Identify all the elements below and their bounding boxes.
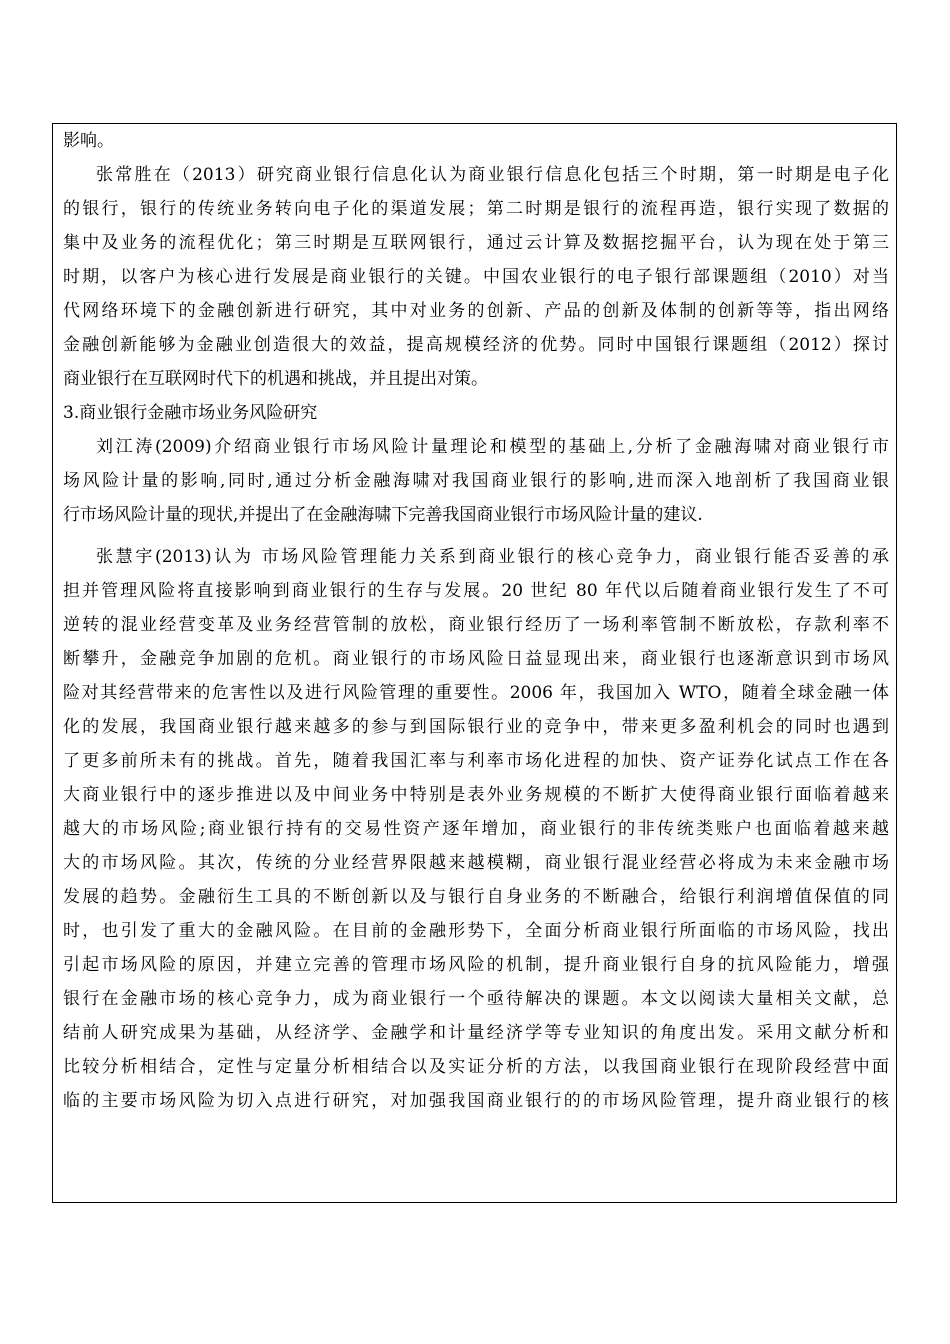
text-line: 担并管理风险将直接影响到商业银行的生存与发展。20 世纪 80 年代以后随着商业银行发生了不可 (63, 581, 889, 601)
text-line: 比较分析相结合，定性与定量分析相结合以及实证分析的方法，以我国商业银行在现阶段经营中面 (63, 1057, 889, 1077)
text-line: 刘江涛(2009)介绍商业银行市场风险计量理论和模型的基础上,分析了金融海啸对商业银行市 (96, 437, 889, 457)
text-line: 张慧宇(2013)认为 市场风险管理能力关系到商业银行的核心竞争力，商业银行能否妥善的承 (96, 547, 889, 567)
text-line: 银行在金融市场的核心竞争力，成为商业银行一个亟待解决的课题。本文以阅读大量相关文献，总 (63, 989, 889, 1009)
bordered-text-cell (52, 123, 897, 1203)
text-line: 场风险计量的影响,同时,通过分析金融海啸对我国商业银行的影响,进而深入地剖析了我国商业银 (63, 471, 889, 491)
text-line: 代网络环境下的金融创新进行研究，其中对业务的创新、产品的创新及体制的创新等等，指出网络 (63, 301, 889, 321)
text-line: 大商业银行中的逐步推进以及中间业务中特别是表外业务规模的不断扩大使得商业银行面临着越来 (63, 785, 889, 805)
section-heading: 3.商业银行金融市场业务风险研究 (63, 403, 318, 423)
text-line: 了更多前所未有的挑战。首先，随着我国汇率与利率市场化进程的加快、资产证券化试点工作在各 (63, 751, 889, 771)
text-line: 张常胜在（2013）研究商业银行信息化认为商业银行信息化包括三个时期，第一时期是电子化 (96, 165, 889, 185)
text-line: 行市场风险计量的现状,并提出了在金融海啸下完善我国商业银行市场风险计量的建议. (63, 505, 703, 525)
text-line: 引起市场风险的原因，并建立完善的管理市场风险的机制，提升商业银行自身的抗风险能力，增强 (63, 955, 889, 975)
text-line: 逆转的混业经营变革及业务经营管制的放松，商业银行经历了一场利率管制不断放松，存款利率不 (63, 615, 889, 635)
text-line: 金融创新能够为金融业创造很大的效益，提高规模经济的优势。同时中国银行课题组（2012）探讨 (63, 335, 889, 355)
text-line: 险对其经营带来的危害性以及进行风险管理的重要性。2006 年，我国加入 WTO，随着全球金融一体 (63, 683, 889, 703)
text-line: 商业银行在互联网时代下的机遇和挑战，并且提出对策。 (63, 369, 488, 389)
text-line: 化的发展，我国商业银行越来越多的参与到国际银行业的竞争中，带来更多盈利机会的同时也遇到 (63, 717, 889, 737)
text-line: 越大的市场风险;商业银行持有的交易性资产逐年增加，商业银行的非传统类账户也面临着越来越 (63, 819, 889, 839)
text-line: 发展的趋势。金融衍生工具的不断创新以及与银行自身业务的不断融合，给银行利润增值保值的同 (63, 887, 889, 907)
text-line: 时，也引发了重大的金融风险。在目前的金融形势下，全面分析商业银行所面临的市场风险，找出 (63, 921, 889, 941)
text-line: 的银行，银行的传统业务转向电子化的渠道发展；第二时期是银行的流程再造，银行实现了数据的 (63, 199, 889, 219)
text-line: 时期，以客户为核心进行发展是商业银行的关键。中国农业银行的电子银行部课题组（2010）对当 (63, 267, 889, 287)
text-line: 影响。 (63, 131, 114, 151)
text-line: 大的市场风险。其次，传统的分业经营界限越来越模糊，商业银行混业经营必将成为未来金融市场 (63, 853, 889, 873)
text-line: 临的主要市场风险为切入点进行研究，对加强我国商业银行的的市场风险管理，提升商业银行的核 (63, 1091, 889, 1111)
text-line: 断攀升，金融竞争加剧的危机。商业银行的市场风险日益显现出来，商业银行也逐渐意识到市场风 (63, 649, 889, 669)
text-line: 结前人研究成果为基础，从经济学、金融学和计量经济学等专业知识的角度出发。采用文献分析和 (63, 1023, 889, 1043)
text-line: 集中及业务的流程优化；第三时期是互联网银行，通过云计算及数据挖掘平台，认为现在处于第三 (63, 233, 889, 253)
